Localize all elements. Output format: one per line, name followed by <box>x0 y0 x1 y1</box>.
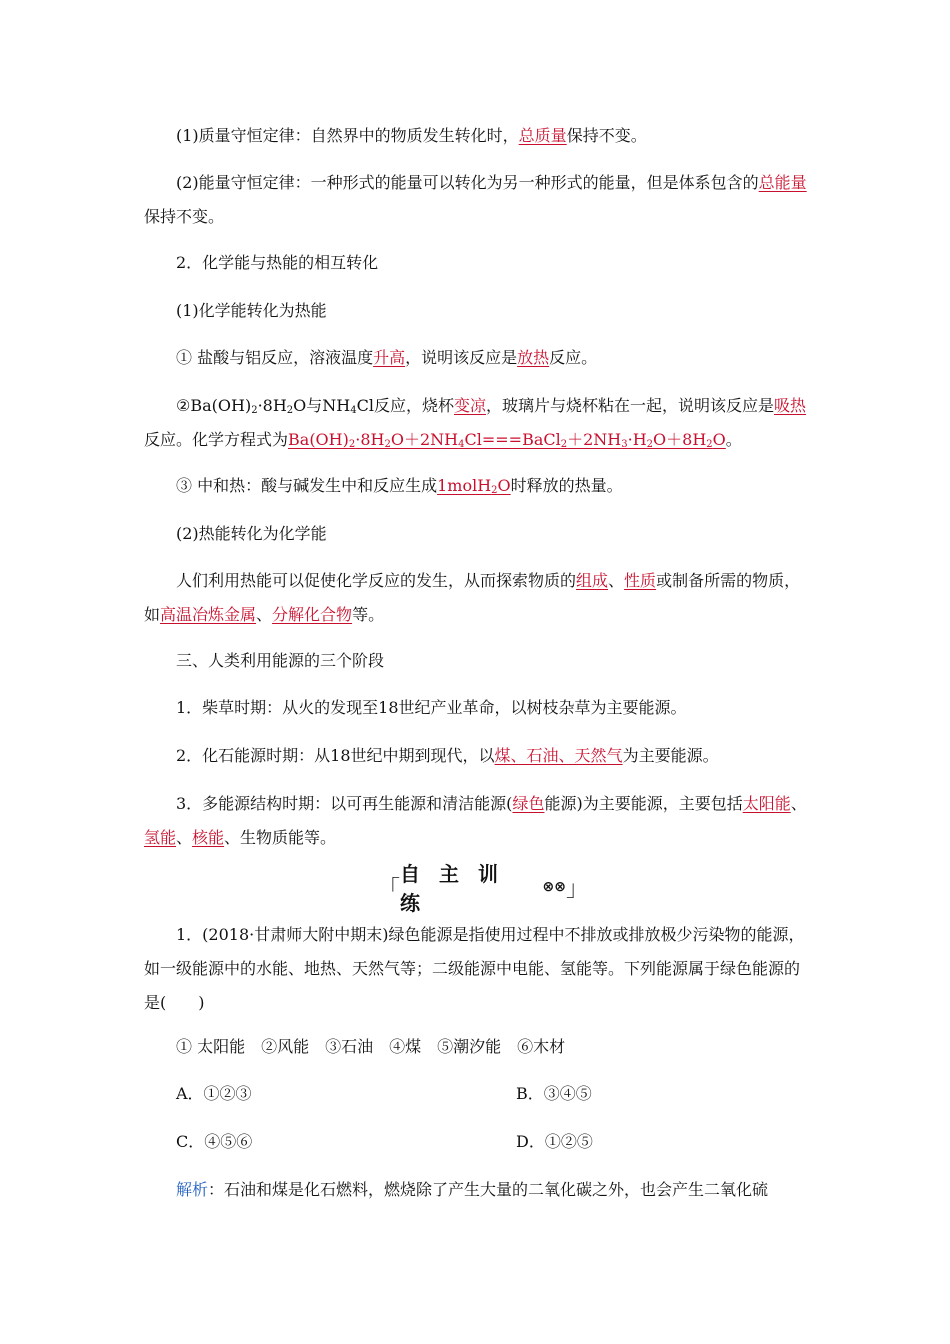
text: 反应。化学方程式为 <box>144 430 289 449</box>
answer-blank: 1molH$_2$O <box>437 476 511 496</box>
paragraph-heat-use <box>144 564 808 632</box>
answer-blank: 放热 <box>517 348 550 367</box>
text: ，说明该反应是 <box>405 348 518 367</box>
answer-blank: 绿色 <box>512 794 545 813</box>
text: 、 <box>608 571 625 590</box>
text: ②Ba(OH) <box>176 396 252 415</box>
text: 保持不变。 <box>566 126 647 145</box>
chain-icon: ⊗⊗ <box>542 879 566 895</box>
text: ③ 中和热：酸与碱发生中和反应生成 <box>176 476 438 495</box>
section-title-chem-heat: 2．化学能与热能的相互转化 <box>176 253 379 272</box>
answer-blank: 性质 <box>624 571 657 590</box>
stage-firewood: 1．柴草时期：从火的发现至18世纪产业革命，以树枝杂草为主要能源。 <box>176 698 687 717</box>
paragraph-mass-conservation <box>144 119 808 153</box>
text: 时释放的热量。 <box>510 476 623 495</box>
option-a: A．①②③ <box>176 1084 252 1103</box>
analysis <box>144 1173 808 1207</box>
answer-blank: 组成 <box>576 571 609 590</box>
option-c: C．④⑤⑥ <box>176 1132 253 1151</box>
answer-blank: 变凉 <box>454 396 487 415</box>
chemical-equation: $Ba(OH)_2\cdot 8H_2O+2NH_4Cl===BaCl_2+2NH_3\cdot H_2O+8H_2O$ <box>288 430 726 450</box>
training-heading-text: 自 主 训 练 <box>400 862 504 915</box>
text: 。 <box>725 430 742 449</box>
item-barium-hydroxide <box>144 389 808 457</box>
text: 人们利用热能可以促使化学反应的发生，从而探索物质的 <box>176 571 577 590</box>
text: 、 <box>176 828 193 847</box>
answer-blank: 总能量 <box>758 173 807 192</box>
text: 或制备所需的物质，如 <box>144 571 801 624</box>
answer-blank: 分解化合物 <box>272 605 353 624</box>
text: O与NH <box>293 396 351 415</box>
question-1-choices: ① 太阳能 ②风能 ③石油 ④煤 ⑤潮汐能 ⑥木材 <box>176 1037 566 1056</box>
bracket-right: 」 <box>565 876 588 902</box>
subscript: 2 <box>286 405 294 416</box>
text: 为主要能源。 <box>622 746 719 765</box>
subscript: 4 <box>350 405 357 416</box>
subsection-title-heat-to-chem: (2)热能转化为化学能 <box>176 524 327 543</box>
analysis-label: 解析 <box>176 1180 209 1199</box>
text: 能源)为主要能源，主要包括 <box>544 794 743 813</box>
question-1: 1．(2018·甘肃师大附中期末)绿色能源是指使用过程中不排放或排放极少污染物的能源，如一级能源中的水能、地热、天然气等；二级能源中电能、氢能等。下列能源属于绿色能源的是( ) <box>144 925 805 1012</box>
text: ① 盐酸与铝反应，溶液温度 <box>176 348 374 367</box>
answer-blank: 核能 <box>192 828 225 847</box>
bracket-left: 「 <box>378 876 401 902</box>
subsection-title-chem-to-heat: (1)化学能转化为热能 <box>176 301 327 320</box>
paragraph-energy-conservation <box>144 166 808 234</box>
answer-blank: 升高 <box>373 348 406 367</box>
text: ，玻璃片与烧杯粘在一起，说明该反应是 <box>486 396 775 415</box>
text: Cl反应，烧杯 <box>356 396 454 415</box>
answer-blank: 总质量 <box>518 126 567 145</box>
text: (1)质量守恒定律：自然界中的物质发生转化时， <box>176 126 519 145</box>
text: 、 <box>790 794 807 813</box>
answer-blank: 煤、石油、天然气 <box>494 746 623 765</box>
item-neutralization-heat <box>144 469 808 503</box>
text: 2．化石能源时期：从18世纪中期到现代，以 <box>176 746 495 765</box>
training-heading <box>378 862 588 915</box>
text: 反应。 <box>549 348 598 367</box>
subscript: 2 <box>251 405 258 416</box>
option-d: D．①②⑤ <box>516 1132 593 1151</box>
text: 、生物质能等。 <box>224 828 337 847</box>
option-b: B．③④⑤ <box>516 1084 592 1103</box>
section-title-energy-stages: 三、人类利用能源的三个阶段 <box>176 651 385 670</box>
text: (2)能量守恒定律：一种形式的能量可以转化为另一种形式的能量，但是体系包含的 <box>176 173 759 192</box>
answer-blank: 吸热 <box>774 396 807 415</box>
answer-blank: 太阳能 <box>742 794 791 813</box>
item-hcl-aluminum <box>144 341 808 375</box>
text: 保持不变。 <box>144 207 225 226</box>
answer-blank: 高温冶炼金属 <box>160 605 257 624</box>
stage-multi-energy <box>144 787 808 855</box>
stage-fossil <box>144 739 808 773</box>
text: 、 <box>256 605 273 624</box>
answer-blank: 氢能 <box>144 828 177 847</box>
text: 3．多能源结构时期：以可再生能源和清洁能源( <box>176 794 513 813</box>
text: 等。 <box>352 605 385 624</box>
analysis-text: ：石油和煤是化石燃料，燃烧除了产生大量的二氧化碳之外，也会产生二氧化硫 <box>208 1180 769 1199</box>
text: ·8H <box>257 396 287 415</box>
